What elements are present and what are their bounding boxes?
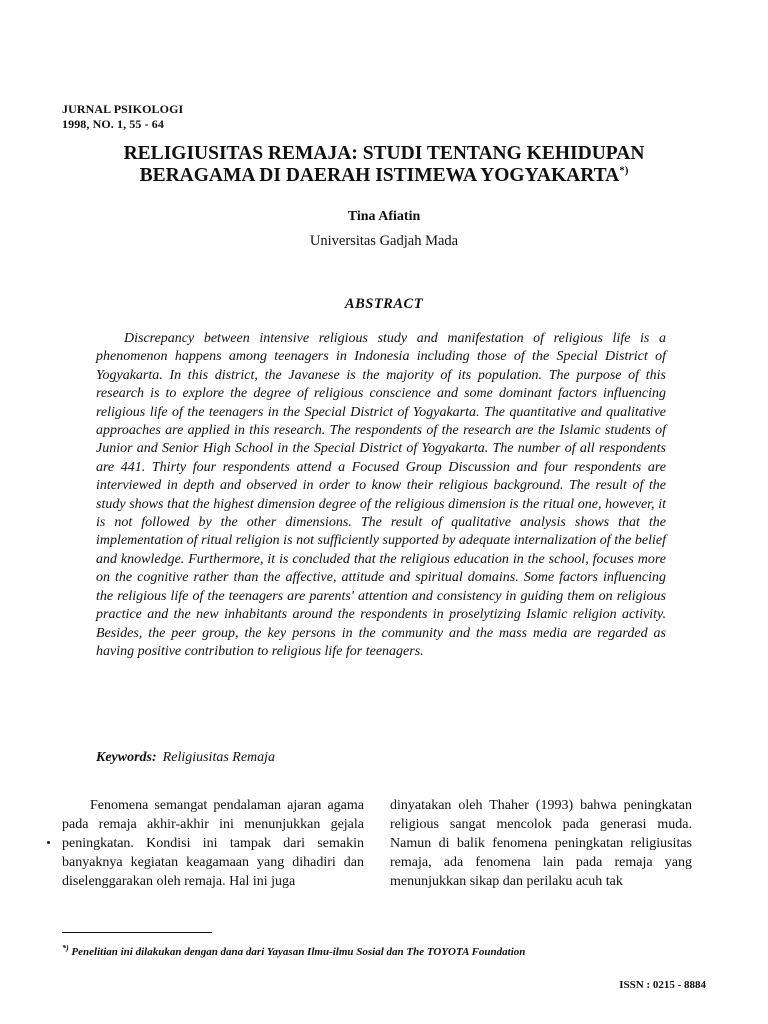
journal-name: JURNAL PSIKOLOGI	[62, 102, 184, 116]
keywords-value: Religiusitas Remaja	[162, 750, 276, 765]
body-column-right	[390, 796, 692, 891]
margin-mark	[47, 841, 50, 844]
body-column-left	[62, 796, 364, 891]
abstract-body	[96, 330, 666, 661]
footnote-marker: *)	[62, 943, 69, 953]
paper-title	[40, 143, 728, 187]
title-footnote-marker: *)	[619, 164, 629, 177]
author-name: Tina Afiatin	[347, 209, 421, 224]
footnote-divider	[62, 932, 212, 933]
keywords	[96, 750, 275, 766]
title-line-2	[40, 165, 728, 187]
body-paragraph-right: dinyatakan oleh Thaher (1993) bahwa peningkatan religious sangat mencolok pada generasi muda. Namun di balik fenomena peningkatan religiusitas remaja, ada fenomena lain pada remaja yang menunjukkan sikap dan perilaku acuh tak	[390, 798, 692, 889]
author-affiliation: Universitas Gadjah Mada	[309, 233, 459, 249]
journal-header	[62, 102, 183, 132]
keywords-label: Keywords:	[96, 750, 157, 765]
footnote-text: Penelitian ini dilakukan dengan dana dari Yayasan Ilmu-ilmu Sosial dan The TOYOTA Foundation	[71, 946, 526, 958]
journal-issue: 1998, NO. 1, 55 - 64	[62, 117, 164, 131]
abstract-heading: ABSTRACT	[344, 296, 424, 312]
issn: ISSN : 0215 - 8884	[619, 979, 706, 991]
body-paragraph-left: Fenomena semangat pendalaman ajaran agama pada remaja akhir-akhir ini menunjukkan gejala peningkatan. Kondisi ini tampak dari semakin banyaknya kegiatan keagamaan yang dihadiri dan diselenggarakan oleh remaja. Hal ini juga	[62, 798, 364, 889]
footnote	[62, 943, 526, 958]
title-line-2-text: BERAGAMA DI DAERAH ISTIMEWA YOGYAKARTA	[139, 165, 620, 186]
title-line-1: RELIGIUSITAS REMAJA: STUDI TENTANG KEHIDUPAN	[123, 143, 645, 164]
abstract-text: Discrepancy between intensive religious study and manifestation of religious life is a phenomenon happens among teenagers in Indonesia including those of the Special District of Yogyakarta. In this district, the Javanese is the majority of its population. The purpose of this research is to explore the degree of religious conscience and some dominant factors influencing religious life of the teenagers in the Special District of Yogyakarta. The quantitative and qualitative approaches are applied in this research. The respondents of the research are the Islamic students of Junior and Senior High School in the Special District of Yogyakarta. The number of all respondents are 441. Thirty four respondents attend a Focused Group Discussion and four respondents are interviewed in depth and observed in order to know their religious background. The result of the study shows that the highest dimension degree of the religious dimension is the ritual one, however, it is not followed by the other dimensions. The result of qualitative analysis shows that the implementation of ritual religion is not sufficiently supported by adequate internalization of the belief and knowledge. Furthermore, it is concluded that the religious education in the school, focuses more on the cognitive rather than the affective, attitude and spiritual domains. Some factors influencing the religious life of the teenagers are parents' attention and consistency in guiding them on religious practice and the new inhabitants around the respondents in proselytizing Islamic religion activity. Besides, the peer group, the key persons in the community and the mass media are regarded as having positive contribution to religious life for teenagers.	[96, 331, 666, 659]
